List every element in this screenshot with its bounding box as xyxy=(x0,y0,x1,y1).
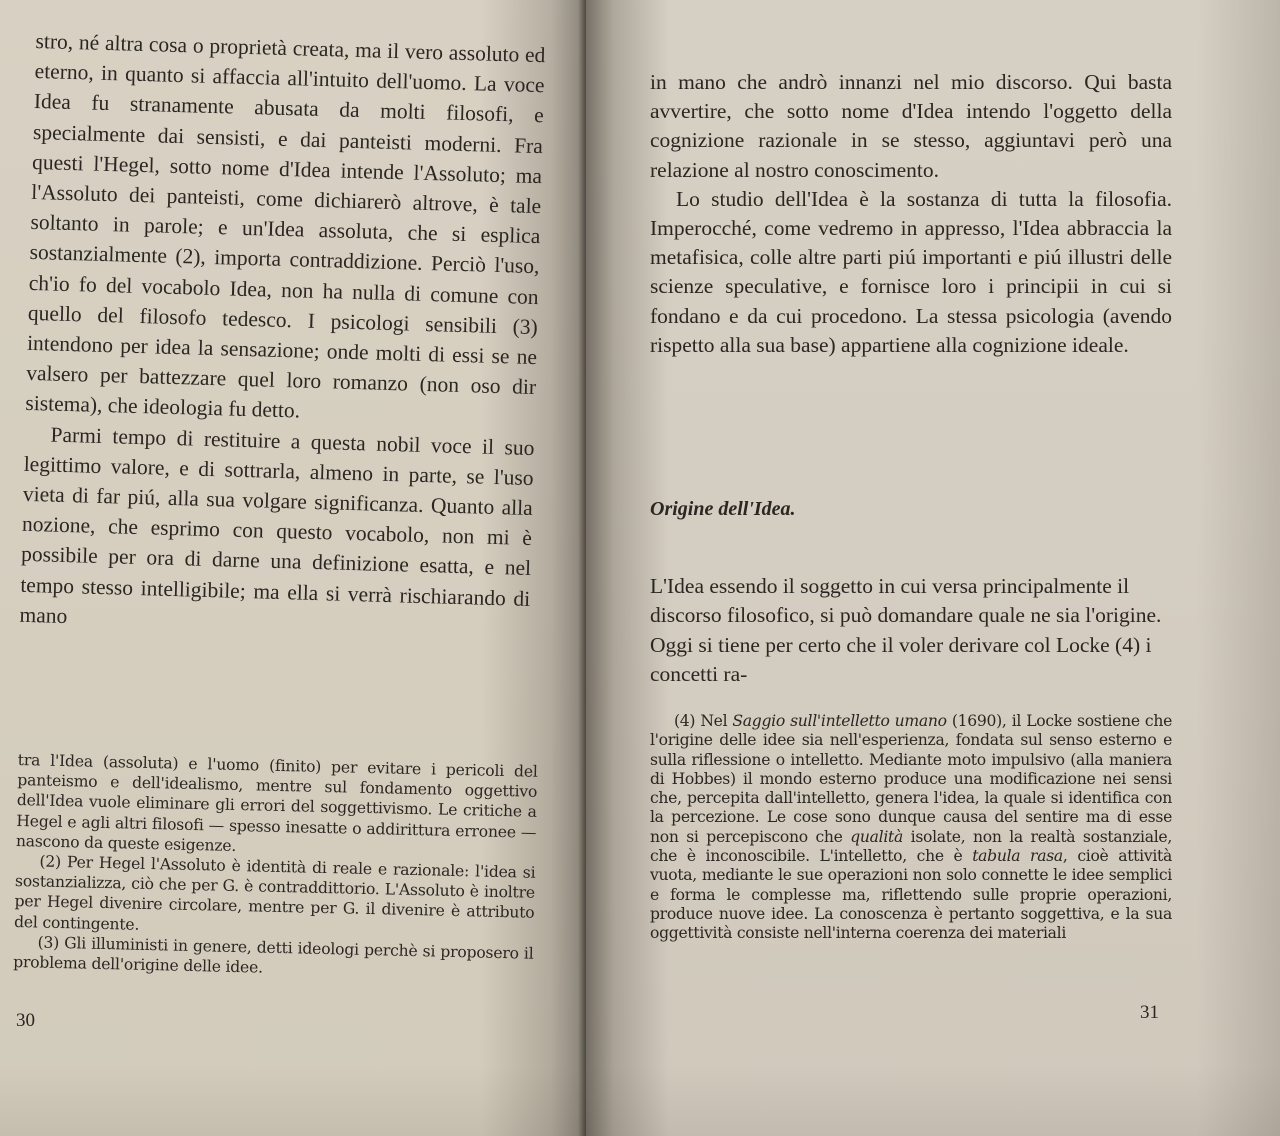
right-paragraph-3: L'Idea essendo il soggetto in cui versa principalmente il discorso filosofico, si può domandare quale ne sia l'origine. Oggi si tiene per certo che il voler derivare col Locke (4) i concetti ra- xyxy=(650,573,1162,687)
footnote-2: (2) Per Hegel l'Assoluto è identità di reale e razionale: l'idea si sostanzializza, ciò che per G. è contraddittorio. L'Assoluto è inoltre per Hegel divenire circolare, mentre per G. il divenire è attributo del contingente. xyxy=(13,852,536,934)
footnote-4-tabula-rasa: tabula rasa xyxy=(972,847,1063,866)
footnote-4-qualita: qualità xyxy=(850,827,903,846)
left-paragraph-1: stro, né altra cosa o proprietà creata, ma il vero assoluto ed eterno, in quanto si affaccia all'intuito dell'uomo. La voce Idea fu stranamente abusata da molti filosofi, e specialmente dai sensisti, e dai panteisti moderni. Fra questi l'Hegel, sotto nome d'Idea intende l'Assoluto; ma l'Assoluto dei panteisti, come dichiarerò altrove, è tale soltanto in parole; e un'Idea assoluta, che si esplica sostanzialmente (2), importa contraddizione. Perciò l'uso, ch'io fo del vocabolo Idea, non ha nulla di comune con quello del filosofo tedesco. I psicologi sensibili (3) intendono per idea la sensazione; onde molti di essi se ne valsero per battezzare quel loro romanzo (non oso dir sistema), che ideologia fu detto. xyxy=(25,28,546,423)
left-footnotes xyxy=(13,750,538,984)
left-page xyxy=(0,0,586,1136)
right-paragraph-2: Lo studio dell'Idea è la sostanza di tutta la filosofia. Imperocché, come vedremo in appresso, l'Idea abbraccia la metafisica, colle altre parti piú importanti e piú illustri delle scienze speculative, e fornisce loro i principii in cui si fondano e da cui procedono. La stessa psicologia (avendo rispetto alla sua base) appartiene alla cognizione ideale. xyxy=(650,186,1172,357)
page-number-right: 31 xyxy=(1140,1002,1159,1023)
right-main-text-top xyxy=(650,68,1172,360)
page-number-left: 30 xyxy=(16,1010,35,1031)
right-page xyxy=(586,0,1280,1136)
left-main-text xyxy=(19,26,546,644)
footnote-3: (3) Gli illuministi in genere, detti ideologi perchè si proposero il problema dell'origine delle idee. xyxy=(12,933,534,977)
right-footnotes xyxy=(650,712,1172,944)
footnote-4-start: (4) Nel xyxy=(674,712,733,730)
footnote-continuation: tra l'Idea (assoluta) e l'uomo (finito) per evitare i pericoli del panteismo e dell'idealismo, mentre sul fondamento oggettivo dell'Idea vuole eliminare gli errori del soggettivismo. Le critiche a Hegel e agli altri filosofi — spesso inesatte o addirittura erronee — nascono da queste esigenze. xyxy=(15,750,538,855)
footnote-4-text-b: isolate, non la realtà sostanziale, che è inconoscibile. L'intelletto, che è xyxy=(650,827,1172,866)
right-main-text-bottom xyxy=(650,550,1172,711)
section-heading: Origine dell'Idea. xyxy=(650,498,796,520)
footnote-4-book-title: Saggio sull'intelletto umano xyxy=(732,712,947,730)
footnote-4 xyxy=(650,712,1172,944)
right-paragraph-1: in mano che andrò innanzi nel mio discorso. Qui basta avvertire, che sotto nome d'Idea intendo l'oggetto della cognizione razionale in se stesso, aggiuntavi però una relazione al nostro conoscimento. xyxy=(650,70,1172,182)
left-paragraph-2: Parmi tempo di restituire a questa nobil voce il suo legittimo valore, e di sottrarla, almeno in parte, se l'uso vieta di far piú, alla sua volgare significanza. Quanto alla nozione, che esprimo con questo vocabolo, non mi è possibile per ora di darne una definizione esatta, e nel tempo stesso intelligibile; ma ella si verrà rischiarando di mano xyxy=(19,422,535,628)
footnote-4-text-c: , cioè attività vuota, mediante le sue operazioni non solo connette le idee semplici e forma le complesse ma, riflettendo sulle proprie operazioni, produce nuove idee. La conoscenza è pertanto soggettiva, e la sua oggettività consiste nell'interna coerenza dei materiali xyxy=(650,847,1172,943)
footnote-4-text-a: (1690), il Locke sostiene che l'origine delle idee sia nell'esperienza, fondata sul senso esterno e sulla riflessione o intelletto. Mediante moto impulsivo (alla maniera di Hobbes) il mondo esterno produce una modificazione nei sensi che, percepita dall'intelletto, genera l'idea, la quale si identifica con la percezione. Le cose sono dunque causa del sentire ma di esse non si percepiscono che xyxy=(650,712,1172,846)
